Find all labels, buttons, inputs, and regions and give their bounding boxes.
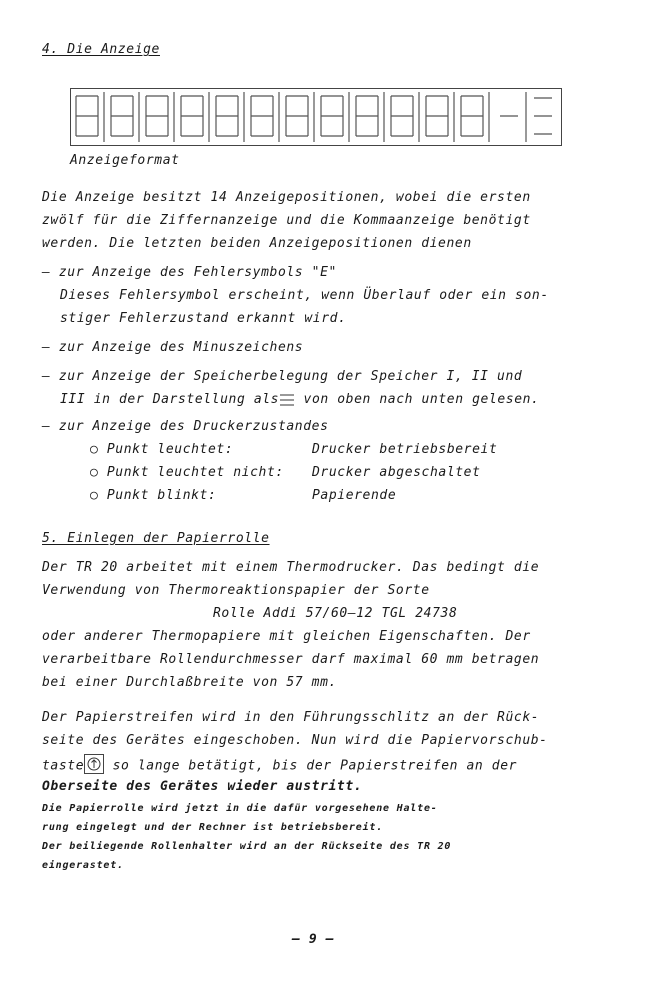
para3-line-4: eingerastet.	[42, 860, 124, 871]
memory-bars-icon	[279, 393, 295, 407]
bullet-memory-1: – zur Anzeige der Speicherbelegung der Speicher I, II und	[42, 369, 523, 384]
display-format-diagram	[70, 88, 562, 146]
printer-state-3-condition: ○ Punkt blinkt:	[90, 488, 217, 503]
section-4-heading: 4. Die Anzeige	[42, 42, 160, 57]
para3-line-3: Der beiliegende Rollenhalter wird an der Rückseite des TR 20	[42, 841, 452, 852]
bullet-error-desc-2: stiger Fehlerzustand erkannt wird.	[60, 311, 347, 326]
para2-line-1: Der Papierstreifen wird in den Führungsschlitz an der Rück-	[42, 710, 540, 725]
intro-line-2: zwölf für die Ziffernanzeige und die Kommaanzeige benötigt	[42, 213, 531, 228]
paper-type: Rolle Addi 57/60–12 TGL 24738	[213, 606, 458, 621]
para2-line-3b: so lange betätigt, bis der Papierstreifen an der	[112, 758, 518, 774]
page-number: – 9 –	[292, 932, 335, 947]
para2-line-2: seite des Gerätes eingeschoben. Nun wird die Papiervorschub-	[42, 733, 548, 748]
bullet-minus: – zur Anzeige des Minuszeichens	[42, 340, 304, 355]
section-5-heading: 5. Einlegen der Papierrolle	[42, 531, 270, 546]
para3-line-1: Die Papierrolle wird jetzt in die dafür vorgesehene Halte-	[42, 803, 438, 814]
printer-state-1-meaning: Drucker betriebsbereit	[312, 442, 498, 457]
bullet-printer: – zur Anzeige des Druckerzustandes	[42, 419, 329, 434]
bullet-error: – zur Anzeige des Fehlersymbols "E"	[42, 265, 337, 280]
bullet-error-desc-1: Dieses Fehlersymbol erscheint, wenn Überlauf oder ein son-	[60, 288, 549, 303]
para3-line-2: rung eingelegt und der Rechner ist betriebsbereit.	[42, 822, 384, 833]
printer-state-2-condition: ○ Punkt leuchtet nicht:	[90, 465, 284, 480]
para1-line-6: bei einer Durchlaßbreite von 57 mm.	[42, 675, 337, 690]
intro-line-1: Die Anzeige besitzt 14 Anzeigepositionen, wobei die ersten	[42, 190, 531, 205]
para2-line-3	[42, 756, 517, 776]
para1-line-4: oder anderer Thermopapiere mit gleichen Eigenschaften. Der	[42, 629, 531, 644]
para1-line-5: verarbeitbare Rollendurchmesser darf maximal 60 mm betragen	[42, 652, 540, 667]
bullet-memory-2b: von oben nach unten gelesen.	[303, 392, 540, 407]
bullet-memory-2	[60, 392, 539, 407]
para2-line-4: Oberseite des Gerätes wieder austritt.	[42, 779, 363, 794]
para2-line-3a: taste	[42, 758, 85, 774]
paper-feed-key-icon	[84, 754, 104, 774]
printer-state-3-meaning: Papierende	[312, 488, 397, 503]
printer-state-2-meaning: Drucker abgeschaltet	[312, 465, 481, 480]
para1-line-1: Der TR 20 arbeitet mit einem Thermodrucker. Das bedingt die	[42, 560, 540, 575]
bullet-memory-2a: III in der Darstellung als	[60, 392, 280, 407]
display-caption: Anzeigeformat	[70, 153, 180, 168]
intro-line-3: werden. Die letzten beiden Anzeigepositionen dienen	[42, 236, 472, 251]
para1-line-2: Verwendung von Thermoreaktionspapier der Sorte	[42, 583, 430, 598]
printer-state-1-condition: ○ Punkt leuchtet:	[90, 442, 234, 457]
